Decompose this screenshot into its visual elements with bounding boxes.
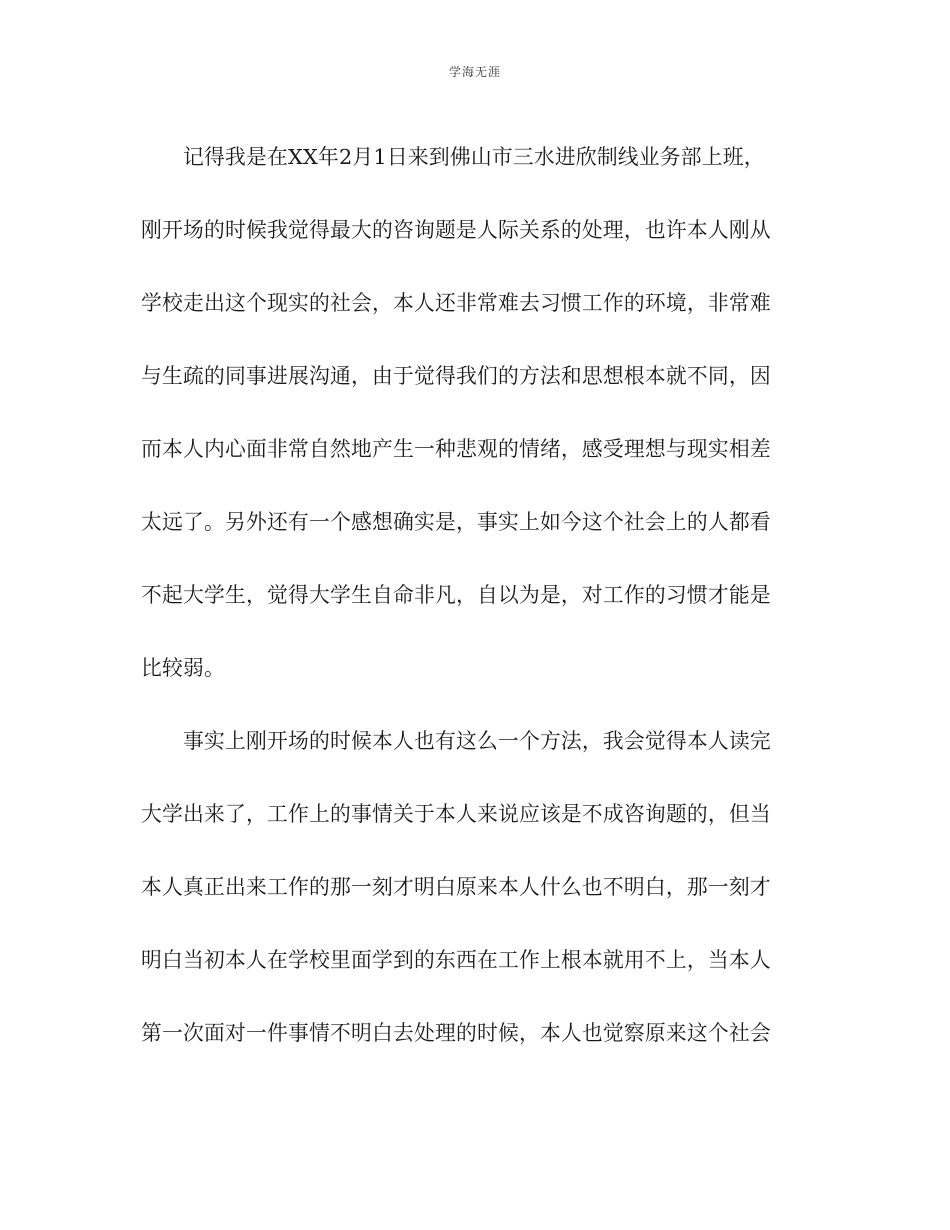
body-line: 事实上刚开场的时候本人也有这么一个方法，我会觉得本人读完	[141, 729, 771, 753]
body-line: 刚开场的时候我觉得最大的咨询题是人际关系的处理，也许本人刚从	[141, 218, 771, 242]
body-line: 太远了。另外还有一个感想确实是，事实上如今这个社会上的人都看	[141, 510, 771, 534]
body-line: 学校走出这个现实的社会，本人还非常难去习惯工作的环境，非常难	[141, 291, 771, 315]
body-line: 本人真正出来工作的那一刻才明白原来本人什么也不明白，那一刻才	[141, 875, 771, 899]
page-header: 学海无涯	[448, 65, 501, 79]
body-line: 大学出来了，工作上的事情关于本人来说应该是不成咨询题的，但当	[141, 802, 771, 826]
body-line: 记得我是在XX年2月1日来到佛山市三水进欣制线业务部上班，	[141, 145, 765, 169]
body-line: 而本人内心面非常自然地产生一种悲观的情绪，感受理想与现实相差	[141, 437, 771, 461]
body-line: 比较弱。	[141, 656, 225, 680]
body-line: 明白当初本人在学校里面学到的东西在工作上根本就用不上，当本人	[141, 948, 771, 972]
body-line: 不起大学生，觉得大学生自命非凡，自以为是，对工作的习惯才能是	[141, 583, 771, 607]
body-line: 与生疏的同事进展沟通，由于觉得我们的方法和思想根本就不同，因	[141, 364, 771, 388]
body-line: 第一次面对一件事情不明白去处理的时候，本人也觉察原来这个社会	[141, 1021, 771, 1045]
